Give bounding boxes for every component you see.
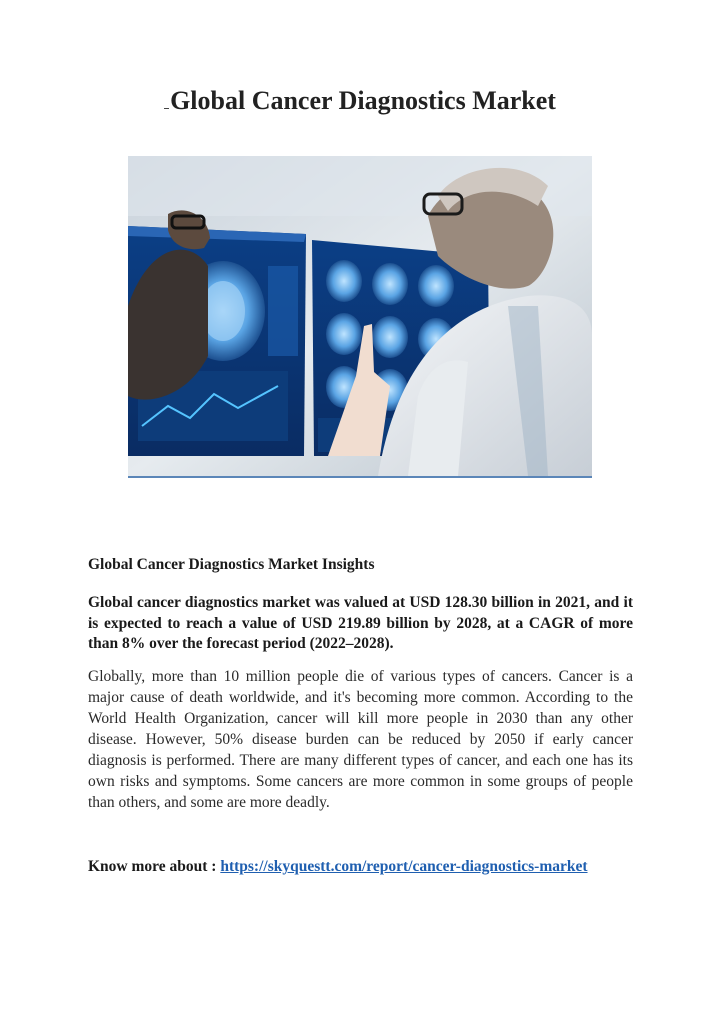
page-title-text: Global Cancer Diagnostics Market [170, 86, 556, 115]
report-link[interactable]: https://skyquestt.com/report/cancer-diagnostics-market [220, 858, 588, 875]
know-more-line [88, 858, 588, 876]
title-underline-mark [164, 108, 169, 109]
know-more-label: Know more about : [88, 858, 221, 875]
hero-image [128, 156, 592, 478]
page-title [0, 86, 720, 116]
medical-imaging-photo-icon [128, 156, 592, 476]
body-paragraph: Globally, more than 10 million people die of various types of cancers. Cancer is a major cause of death worldwide, and it's becoming more common. According to the World Health Organization, cancer will kill more people in 2030 than any other disease. However, 50% disease burden can be reduced by 2050 if early cancer diagnosis is performed. There are many different types of cancer, and each one has its own risks and symptoms. Some cancers are more common in some groups of people than others, and some are more deadly. [88, 668, 633, 811]
lead-paragraph: Global cancer diagnostics market was valued at USD 128.30 billion in 2021, and it is expected to reach a value of USD 219.89 billion by 2028, at a CAGR of more than 8% over the forecast period (2022–2028). [88, 594, 633, 652]
insights-heading: Global Cancer Diagnostics Market Insights [88, 556, 375, 573]
